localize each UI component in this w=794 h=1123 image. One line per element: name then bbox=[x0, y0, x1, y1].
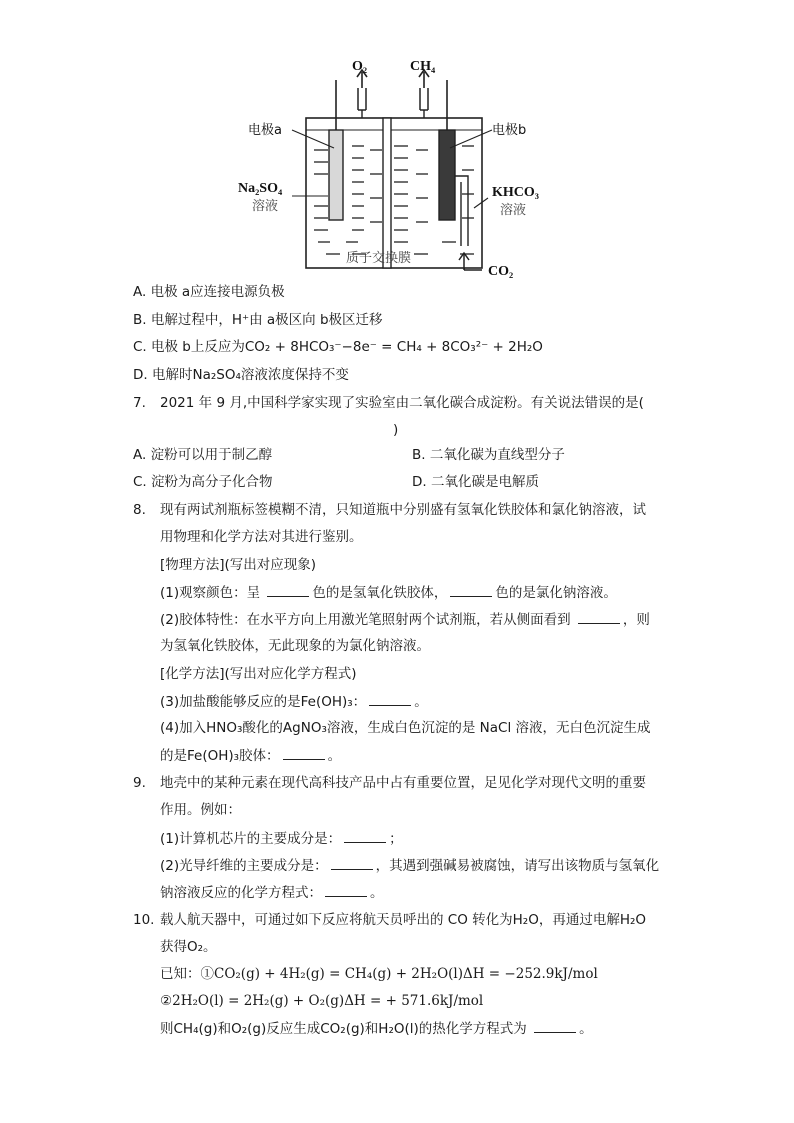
q10-reaction-1: 已知：①CO₂(g) + 4H₂(g) = CH₄(g) + 2H₂O(l)ΔH = −252.9kJ/mol bbox=[160, 966, 598, 982]
q7-stem-end: ) bbox=[393, 422, 399, 438]
q9-part2 bbox=[160, 855, 659, 876]
q10-stem-line1: 载人航天器中，可通过如下反应将航天员呼出的 CO 转化为H₂O，再通过电解H₂O bbox=[160, 912, 647, 928]
co2-inlet-label: CO₂ bbox=[488, 264, 514, 279]
q6-option-b: B. 电解过程中，H⁺由 a极区向 b极区迁移 bbox=[133, 312, 383, 328]
q9-stem-line2: 作用。例如： bbox=[160, 802, 241, 818]
q8-part1-text-a: (1)观察颜色：呈 bbox=[160, 585, 265, 601]
electrode-a-label: 电极a bbox=[248, 123, 282, 138]
q8-part2-line2: 为氢氧化铁胶体，无此现象的为氯化钠溶液。 bbox=[160, 638, 430, 654]
answer-blank[interactable] bbox=[283, 745, 325, 760]
q6-option-d: D. 电解时Na₂SO₄溶液浓度保持不变 bbox=[133, 367, 349, 383]
q9-part1-text: (1)计算机芯片的主要成分是： bbox=[160, 831, 342, 847]
q8-chemical-method-heading: [化学方法](写出对应化学方程式) bbox=[160, 666, 357, 682]
electrode-b bbox=[439, 130, 455, 220]
q10-number: 10. bbox=[133, 912, 155, 928]
khco3-label: KHCO₃ bbox=[492, 185, 539, 200]
q8-number: 8. bbox=[133, 502, 146, 518]
answer-blank[interactable] bbox=[534, 1018, 576, 1033]
q8-part4-end: 。 bbox=[327, 748, 342, 764]
q7-option-b: B. 二氧化碳为直线型分子 bbox=[412, 447, 565, 463]
right-solution-label: 溶液 bbox=[500, 203, 527, 218]
q9-number: 9. bbox=[133, 775, 146, 791]
q7-option-a: A. 淀粉可以用于制乙醇 bbox=[133, 447, 273, 463]
answer-blank[interactable] bbox=[331, 855, 373, 870]
q8-part3-text: (3)加盐酸能够反应的是Fe(OH)₃： bbox=[160, 694, 367, 710]
q7-option-d: D. 二氧化碳是电解质 bbox=[412, 474, 539, 490]
q8-part3 bbox=[160, 691, 428, 712]
answer-blank[interactable] bbox=[369, 691, 411, 706]
q9-part2-line2 bbox=[160, 882, 384, 903]
q10-reaction-2: ②2H₂O(l) = 2H₂(g) + O₂(g)ΔH = + 571.6kJ/mol bbox=[160, 993, 484, 1009]
answer-blank[interactable] bbox=[450, 582, 492, 597]
electrode-b-label: 电极b bbox=[492, 123, 527, 138]
q10-question-end: 。 bbox=[579, 1021, 593, 1037]
answer-blank[interactable] bbox=[325, 882, 367, 897]
q9-stem-line1: 地壳中的某种元素在现代高科技产品中占有重要位置，足见化学对现代文明的重要 bbox=[160, 775, 646, 791]
q6-option-c: C. 电极 b上反应为CO₂ + 8HCO₃⁻−8e⁻ = CH₄ + 8CO₃²⁻ + 2H₂O bbox=[133, 339, 543, 355]
q8-part4: (4)加入HNO₃酸化的AgNO₃溶液，生成白色沉淀的是 NaCl 溶液，无白色沉淀生成 bbox=[160, 720, 651, 736]
electrolysis-cell-diagram bbox=[230, 58, 550, 280]
q8-stem-line1: 现有两试剂瓶标签模糊不清，只知道瓶中分别盛有氢氧化铁胶体和氯化钠溶液，试 bbox=[160, 502, 646, 518]
q10-question bbox=[160, 1018, 593, 1039]
q8-part1-text-c: 色的是氯化钠溶液。 bbox=[495, 585, 617, 601]
electrode-a bbox=[329, 130, 343, 220]
q8-part2 bbox=[160, 609, 650, 630]
answer-blank[interactable] bbox=[267, 582, 309, 597]
answer-blank[interactable] bbox=[578, 609, 620, 624]
q8-part2-text-a: (2)胶体特性：在水平方向上用激光笔照射两个试剂瓶，若从侧面看到 bbox=[160, 612, 575, 628]
q9-part1-end: ； bbox=[389, 831, 403, 847]
q10-question-text: 则CH₄(g)和O₂(g)反应生成CO₂(g)和H₂O(l)的热化学方程式为 bbox=[160, 1021, 532, 1037]
q8-part4-text: 的是Fe(OH)₃胶体： bbox=[160, 748, 280, 764]
ch4-label: CH₄ bbox=[410, 59, 436, 74]
q7-stem: 2021 年 9 月,中国科学家实现了实验室由二氧化碳合成淀粉。有关说法错误的是( bbox=[160, 395, 644, 411]
q8-stem-line2: 用物理和化学方法对其进行鉴别。 bbox=[160, 529, 363, 545]
q6-option-a: A. 电极 a应连接电源负极 bbox=[133, 284, 285, 300]
membrane-label: 质子交换膜 bbox=[346, 251, 412, 266]
q7-number: 7. bbox=[133, 395, 146, 411]
q8-part2-text-b: ，则 bbox=[622, 612, 650, 628]
q7-option-c: C. 淀粉为高分子化合物 bbox=[133, 474, 273, 490]
answer-blank[interactable] bbox=[344, 828, 386, 843]
q9-part2-text-c: 钠溶液反应的化学方程式： bbox=[160, 885, 322, 901]
left-solution-label: 溶液 bbox=[252, 199, 279, 214]
q8-part1 bbox=[160, 582, 617, 603]
q9-part1 bbox=[160, 828, 403, 849]
q8-physical-method-heading: [物理方法](写出对应现象) bbox=[160, 557, 317, 573]
q9-part2-text-b: ，其遇到强碱易被腐蚀，请写出该物质与氢氧化 bbox=[375, 858, 660, 874]
q8-part3-end: 。 bbox=[414, 694, 428, 710]
q8-part1-text-b: 色的是氢氧化铁胶体， bbox=[312, 585, 448, 601]
q8-part4-line2 bbox=[160, 745, 341, 766]
na2so4-label: Na₂SO₄ bbox=[238, 181, 283, 196]
co2-inlet-tube bbox=[455, 176, 468, 246]
q9-part2-text-a: (2)光导纤维的主要成分是： bbox=[160, 858, 328, 874]
q10-stem-line2: 获得O₂。 bbox=[160, 939, 217, 955]
o2-label: O₂ bbox=[352, 59, 368, 74]
proton-exchange-membrane bbox=[383, 118, 391, 268]
q9-part2-end: 。 bbox=[370, 885, 384, 901]
